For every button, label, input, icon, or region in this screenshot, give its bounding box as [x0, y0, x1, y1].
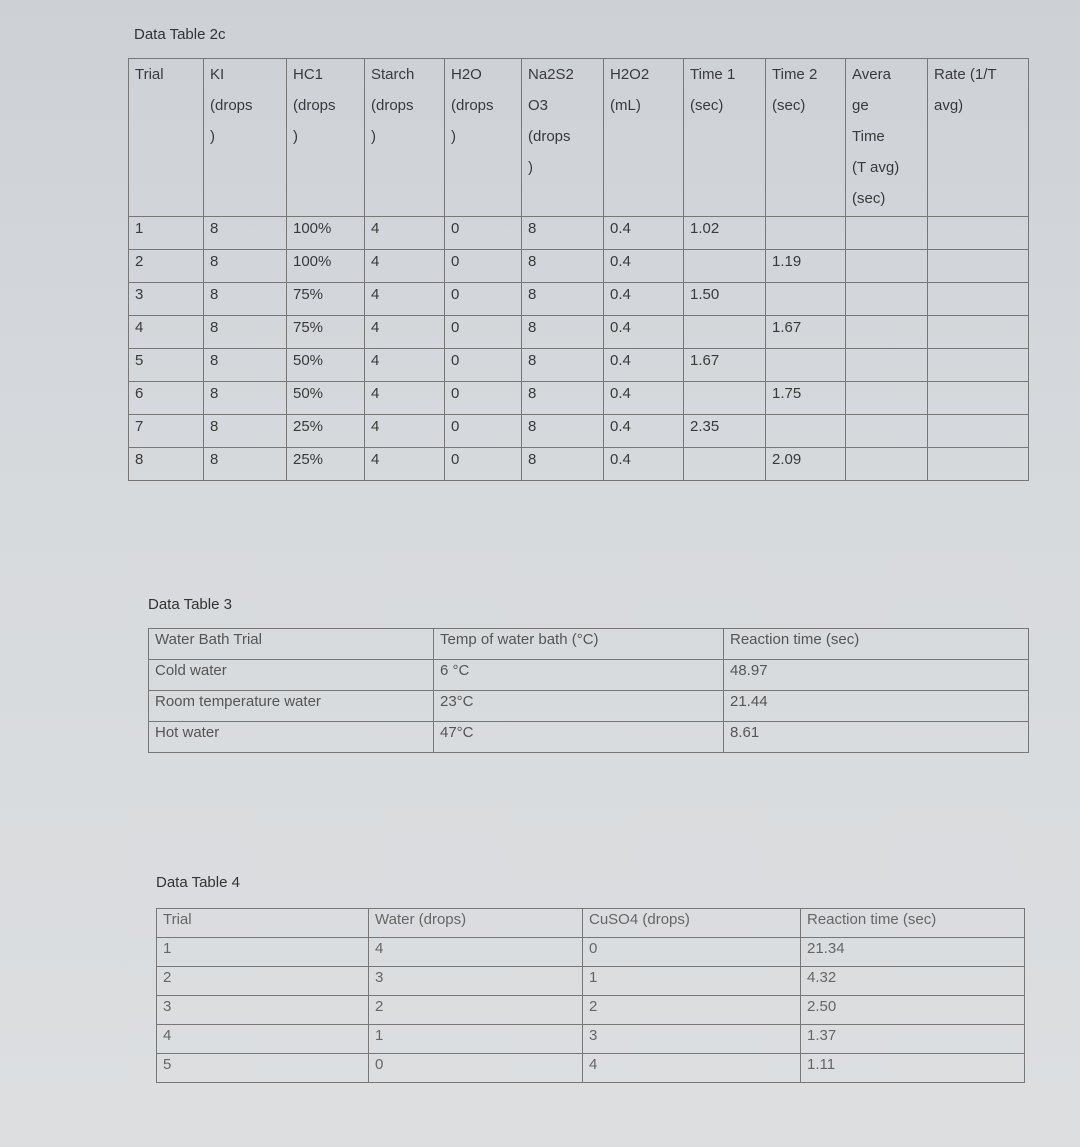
- table-cell: 8: [204, 316, 287, 349]
- table-cell: 0.4: [604, 349, 684, 382]
- table-cell: 21.44: [724, 691, 1029, 722]
- table-row: [129, 415, 1029, 448]
- table-cell: [928, 382, 1029, 415]
- table-cell: [928, 415, 1029, 448]
- table-cell: 1: [583, 967, 801, 996]
- table-cell: 0.4: [604, 382, 684, 415]
- column-header: H2O2 (mL): [604, 59, 684, 217]
- table-cell: 75%: [287, 316, 365, 349]
- table-cell: 1.50: [684, 283, 766, 316]
- column-header: Na2S2 O3 (drops ): [522, 59, 604, 217]
- table-cell: [928, 283, 1029, 316]
- table-cell: [766, 415, 846, 448]
- data-table-4: [156, 908, 1025, 1083]
- table-cell: 47°C: [434, 722, 724, 753]
- table-cell: 1: [129, 217, 204, 250]
- column-header: Trial: [129, 59, 204, 217]
- table-cell: 1.37: [801, 1025, 1025, 1054]
- table-cell: 0: [445, 349, 522, 382]
- table-row: [129, 349, 1029, 382]
- table-cell: [928, 349, 1029, 382]
- column-header: Starch (drops ): [365, 59, 445, 217]
- table-cell: 8: [204, 382, 287, 415]
- data-table-2c: [128, 58, 1029, 481]
- table-cell: 8: [522, 217, 604, 250]
- table-row: [129, 283, 1029, 316]
- table-cell: [846, 217, 928, 250]
- table-row: [129, 382, 1029, 415]
- table-cell: 8: [204, 448, 287, 481]
- table-cell: 75%: [287, 283, 365, 316]
- table-cell: 21.34: [801, 938, 1025, 967]
- table-cell: [846, 250, 928, 283]
- table-cell: 8: [129, 448, 204, 481]
- table-cell: 2: [129, 250, 204, 283]
- table-cell: 3: [157, 996, 369, 1025]
- table-cell: 4: [129, 316, 204, 349]
- table-cell: 8: [204, 250, 287, 283]
- table-cell: 25%: [287, 415, 365, 448]
- table-cell: 8: [204, 415, 287, 448]
- table-cell: 8: [522, 316, 604, 349]
- table-cell: 1.75: [766, 382, 846, 415]
- table-cell: [684, 250, 766, 283]
- table-cell: 2: [157, 967, 369, 996]
- table-cell: Room temperature water: [149, 691, 434, 722]
- table-cell: 0.4: [604, 283, 684, 316]
- table-cell: 8: [522, 448, 604, 481]
- table-cell: 2.09: [766, 448, 846, 481]
- table-cell: 1: [369, 1025, 583, 1054]
- table-cell: 1.67: [766, 316, 846, 349]
- table-cell: Cold water: [149, 660, 434, 691]
- header-row: [129, 59, 1029, 217]
- table-cell: [928, 316, 1029, 349]
- table-row: [149, 660, 1029, 691]
- table-cell: 5: [157, 1054, 369, 1083]
- table-cell: 3: [129, 283, 204, 316]
- column-header: Reaction time (sec): [801, 909, 1025, 938]
- table-cell: 0: [445, 316, 522, 349]
- table-cell: 8: [522, 382, 604, 415]
- table-cell: 4: [157, 1025, 369, 1054]
- table-row: [157, 967, 1025, 996]
- table-row: [129, 316, 1029, 349]
- table-cell: 8: [204, 217, 287, 250]
- table-cell: 4: [365, 283, 445, 316]
- table-cell: 4: [365, 349, 445, 382]
- table-cell: 25%: [287, 448, 365, 481]
- column-header: Time 2 (sec): [766, 59, 846, 217]
- table-cell: 8: [204, 283, 287, 316]
- table-cell: [684, 448, 766, 481]
- column-header: Avera ge Time (T avg) (sec): [846, 59, 928, 217]
- table-cell: 8: [204, 349, 287, 382]
- table-3-caption: Data Table 3: [148, 596, 232, 613]
- column-header: Water (drops): [369, 909, 583, 938]
- table-row: [157, 938, 1025, 967]
- table-cell: [928, 448, 1029, 481]
- table-cell: 1.19: [766, 250, 846, 283]
- table-cell: Hot water: [149, 722, 434, 753]
- table-cell: [846, 415, 928, 448]
- table-cell: 4: [369, 938, 583, 967]
- table-2c-caption: Data Table 2c: [134, 26, 226, 43]
- column-header: Trial: [157, 909, 369, 938]
- table-cell: 8: [522, 250, 604, 283]
- table-cell: 4: [365, 250, 445, 283]
- table-cell: 0: [445, 283, 522, 316]
- table-row: [157, 1025, 1025, 1054]
- header-row: [157, 909, 1025, 938]
- table-cell: [928, 217, 1029, 250]
- table-cell: 4: [365, 382, 445, 415]
- table-cell: 5: [129, 349, 204, 382]
- column-header: Reaction time (sec): [724, 629, 1029, 660]
- table-cell: 2: [583, 996, 801, 1025]
- column-header: Water Bath Trial: [149, 629, 434, 660]
- table-cell: 0.4: [604, 250, 684, 283]
- table-cell: 23°C: [434, 691, 724, 722]
- table-row: [149, 691, 1029, 722]
- table-cell: 1: [157, 938, 369, 967]
- table-cell: 2: [369, 996, 583, 1025]
- table-cell: [846, 283, 928, 316]
- table-4-caption: Data Table 4: [156, 874, 240, 891]
- table-cell: 0.4: [604, 448, 684, 481]
- table-cell: 0: [445, 217, 522, 250]
- table-cell: 4: [583, 1054, 801, 1083]
- table-cell: 0.4: [604, 217, 684, 250]
- table-cell: 8: [522, 415, 604, 448]
- table-cell: 8.61: [724, 722, 1029, 753]
- table-cell: 4: [365, 316, 445, 349]
- table-cell: [684, 316, 766, 349]
- table-cell: 1.11: [801, 1054, 1025, 1083]
- table-row: [129, 448, 1029, 481]
- table-cell: 2.50: [801, 996, 1025, 1025]
- data-table-3: [148, 628, 1029, 753]
- column-header: Temp of water bath (°C): [434, 629, 724, 660]
- table-row: [157, 996, 1025, 1025]
- table-cell: [928, 250, 1029, 283]
- table-cell: 1.02: [684, 217, 766, 250]
- table-cell: [846, 349, 928, 382]
- table-cell: 4.32: [801, 967, 1025, 996]
- table-cell: 50%: [287, 349, 365, 382]
- table-cell: 0: [445, 448, 522, 481]
- table-cell: 0.4: [604, 415, 684, 448]
- table-cell: 50%: [287, 382, 365, 415]
- column-header: KI (drops ): [204, 59, 287, 217]
- table-cell: 0: [445, 415, 522, 448]
- table-cell: 4: [365, 448, 445, 481]
- column-header: HC1 (drops ): [287, 59, 365, 217]
- column-header: CuSO4 (drops): [583, 909, 801, 938]
- table-cell: 0: [369, 1054, 583, 1083]
- table-cell: 6: [129, 382, 204, 415]
- table-cell: 6 °C: [434, 660, 724, 691]
- table-cell: [846, 316, 928, 349]
- table-row: [157, 1054, 1025, 1083]
- table-cell: 3: [369, 967, 583, 996]
- column-header: Time 1 (sec): [684, 59, 766, 217]
- table-cell: 100%: [287, 250, 365, 283]
- table-cell: 100%: [287, 217, 365, 250]
- table-cell: [766, 217, 846, 250]
- table-cell: [766, 283, 846, 316]
- table-cell: 0: [445, 250, 522, 283]
- column-header: H2O (drops ): [445, 59, 522, 217]
- table-cell: 4: [365, 217, 445, 250]
- table-cell: 3: [583, 1025, 801, 1054]
- table-cell: 2.35: [684, 415, 766, 448]
- table-cell: 1.67: [684, 349, 766, 382]
- table-cell: 8: [522, 349, 604, 382]
- table-cell: 7: [129, 415, 204, 448]
- table-cell: [766, 349, 846, 382]
- table-cell: 48.97: [724, 660, 1029, 691]
- column-header: Rate (1/T avg): [928, 59, 1029, 217]
- table-cell: 4: [365, 415, 445, 448]
- table-cell: 0.4: [604, 316, 684, 349]
- header-row: [149, 629, 1029, 660]
- table-cell: [846, 382, 928, 415]
- table-cell: 0: [583, 938, 801, 967]
- table-row: [129, 217, 1029, 250]
- table-row: [149, 722, 1029, 753]
- table-cell: [846, 448, 928, 481]
- table-cell: 0: [445, 382, 522, 415]
- table-cell: 8: [522, 283, 604, 316]
- table-row: [129, 250, 1029, 283]
- table-cell: [684, 382, 766, 415]
